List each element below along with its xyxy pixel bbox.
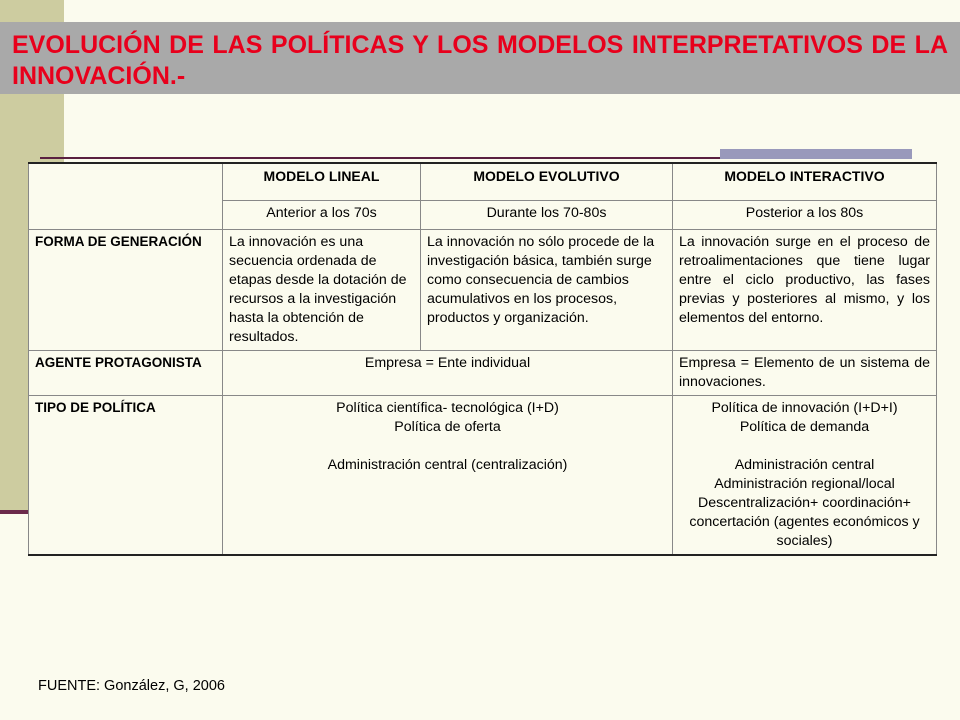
row-label-forma: FORMA DE GENERACIÓN — [29, 230, 223, 351]
header-modelo-interactivo: MODELO INTERACTIVO — [673, 163, 937, 201]
table-row-agente — [29, 351, 937, 396]
cell-forma-lineal: La innovación es una secuencia ordenada de etapas desde la dotación de recursos a la investigación hasta la obtención de resultados. — [223, 230, 421, 351]
period-evolutivo: Durante los 70-80s — [421, 201, 673, 230]
politica-int-spacer — [679, 437, 930, 456]
cell-agente-lineal-evolutivo: Empresa = Ente individual — [223, 351, 673, 396]
slide-title: EVOLUCIÓN DE LAS POLÍTICAS Y LOS MODELOS INTERPRETATIVOS DE LA INNOVACIÓN.- — [12, 31, 948, 90]
politica-le-spacer — [229, 437, 666, 456]
empty-corner-cell — [29, 163, 223, 230]
table-row-forma — [29, 230, 937, 351]
politica-int-line-1: Política de innovación (I+D+I) — [711, 400, 898, 416]
politica-le-line-1: Política científica- tecnológica (I+D) — [336, 400, 559, 416]
politica-le-line-2: Política de oferta — [394, 419, 501, 435]
cell-politica-interactivo — [673, 396, 937, 556]
header-modelo-evolutivo: MODELO EVOLUTIVO — [421, 163, 673, 201]
politica-int-line-3: Administración central — [734, 457, 875, 473]
period-lineal: Anterior a los 70s — [223, 201, 421, 230]
header-modelo-lineal: MODELO LINEAL — [223, 163, 421, 201]
row-label-politica: TIPO DE POLÍTICA — [29, 396, 223, 556]
row-label-agente: AGENTE PROTAGONISTA — [29, 351, 223, 396]
politica-int-line-4: Administración regional/local — [714, 476, 895, 492]
table-header-row — [29, 163, 937, 201]
cell-politica-lineal-evolutivo — [223, 396, 673, 556]
cell-forma-evolutivo: La innovación no sólo procede de la investigación básica, también surge como consecuencia de cambios acumulativos en los procesos, productos y organización. — [421, 230, 673, 351]
table-row-politica — [29, 396, 937, 556]
period-interactivo: Posterior a los 80s — [673, 201, 937, 230]
politica-int-line-2: Política de demanda — [739, 419, 870, 435]
cell-agente-interactivo: Empresa = Elemento de un sistema de innovaciones. — [673, 351, 937, 396]
decorative-block — [720, 149, 912, 159]
innovation-models-table — [28, 162, 937, 556]
politica-le-line-3: Administración central (centralización) — [327, 457, 568, 473]
source-citation: FUENTE: González, G, 2006 — [38, 678, 225, 694]
cell-forma-interactivo: La innovación surge en el proceso de retroalimentaciones que tiene lugar entre el ciclo productivo, las fases previas y posteriores al mismo, y los elementos del entorno. — [673, 230, 937, 351]
politica-int-line-5: Descentralización+ coordinación+ concertación (agentes económicos y sociales) — [689, 495, 920, 549]
